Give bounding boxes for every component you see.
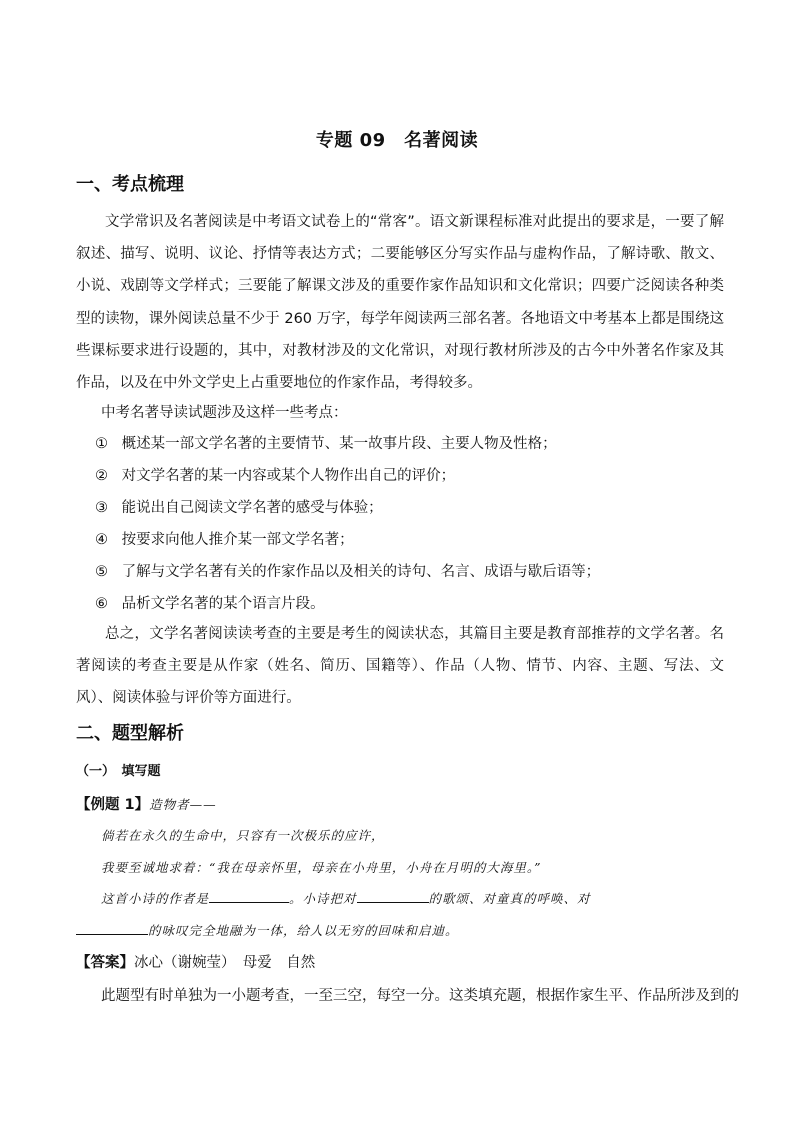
example-label: 【例题 1】 bbox=[76, 797, 150, 813]
answer-blank-nature[interactable] bbox=[76, 922, 148, 935]
paragraph-summary: 总之，文学名著阅读读考查的主要是考生的阅读状态，其篇目主要是教育部推荐的文学名著。名著阅读的考查主要是从作家（姓名、简历、国籍等）、作品（人物、情节、内容、主题、写法、文风）、阅读体验与评价等方面进行。 bbox=[76, 626, 724, 707]
list-item-number: ① bbox=[95, 436, 108, 452]
question-text-3: 的歌颂、对童真的呼唤、对 bbox=[428, 891, 591, 906]
list-item-text: 对文学名著的某一内容或某个人物作出自己的评价； bbox=[121, 468, 456, 484]
list-item bbox=[95, 432, 557, 453]
answer-line bbox=[76, 951, 724, 972]
answer-text: 冰心（谢婉莹） 母爱 自然 bbox=[134, 955, 316, 971]
paragraph-explanation: 此题型有时单独为一小题考查，一至三空，每空一分。这类填充题，根据作家生平、作品所涉及到的 bbox=[101, 988, 739, 1004]
page-title: 专题 09 名著阅读 bbox=[315, 130, 479, 151]
question-line-2 bbox=[76, 921, 459, 939]
list-item bbox=[95, 464, 455, 485]
list-item-text: 概述某一部文学名著的主要情节、某一故事片段、主要人物及性格； bbox=[121, 436, 557, 452]
poem-line-2: 我要至诚地求着：“我在母亲怀里，母亲在小舟里，小舟在月明的大海里。” bbox=[101, 860, 542, 875]
question-text-2: 。小诗把对 bbox=[289, 891, 357, 906]
list-item-number: ④ bbox=[95, 532, 108, 548]
paragraph-overview: 文学常识及名著阅读是中考语文试卷上的“常客”。语文新课程标准对此提出的要求是，一要了解叙述、描写、说明、议论、抒情等表达方式；二要能够区分写实作品与虚构作品，了解诗歌、散文、小说、戏剧等文学样式；三要能了解课文涉及的重要作家作品知识和文化常识；四要广泛阅读各种类型的读物，课外阅读总量不少于 260 万字，每学年阅读两三部名著。各地语文中考基本上都是围绕这些课标要求进行设题的，其中，对教材涉及的文化常识，对现行教材所涉及的古今中外著名作家及其作品，以及在中外文学史上占重要地位的作家作品，考得较多。 bbox=[76, 214, 724, 392]
exam-points-intro: 中考名著导读试题涉及这样一些考点： bbox=[101, 405, 348, 421]
question-line-1 bbox=[101, 889, 591, 907]
example-heading bbox=[76, 793, 724, 814]
list-item-number: ② bbox=[95, 468, 108, 484]
answer-blank-theme[interactable] bbox=[357, 890, 429, 903]
question-text-4: 的咏叹完全地融为一体，给人以无穷的回味和启迪。 bbox=[148, 923, 459, 938]
answer-blank-author[interactable] bbox=[209, 890, 289, 903]
list-item-text: 能说出自己阅读文学名著的感受与体验； bbox=[121, 500, 383, 516]
list-item-text: 了解与文学名著有关的作家作品以及相关的诗句、名言、成语与歇后语等； bbox=[121, 564, 601, 580]
list-item-number: ⑥ bbox=[95, 596, 108, 612]
list-item-text: 按要求向他人推介某一部文学名著； bbox=[121, 532, 354, 548]
list-item bbox=[95, 592, 325, 613]
list-item bbox=[95, 496, 383, 517]
example-title: 造物者—— bbox=[149, 797, 217, 812]
list-item bbox=[95, 560, 600, 581]
section-heading-2: 二、题型解析 bbox=[76, 723, 184, 744]
list-item bbox=[95, 528, 354, 549]
section-heading-1: 一、考点梳理 bbox=[76, 174, 184, 195]
list-item-text: 品析文学名著的某个语言片段。 bbox=[121, 596, 325, 612]
answer-label: 【答案】 bbox=[76, 955, 134, 971]
question-text-1: 这首小诗的作者是 bbox=[101, 891, 210, 906]
list-item-number: ⑤ bbox=[95, 564, 108, 580]
list-item-number: ③ bbox=[95, 500, 108, 516]
poem-line-1: 倘若在永久的生命中，只容有一次极乐的应许， bbox=[101, 828, 385, 843]
subsection-heading: （一） 填写题 bbox=[76, 764, 161, 779]
